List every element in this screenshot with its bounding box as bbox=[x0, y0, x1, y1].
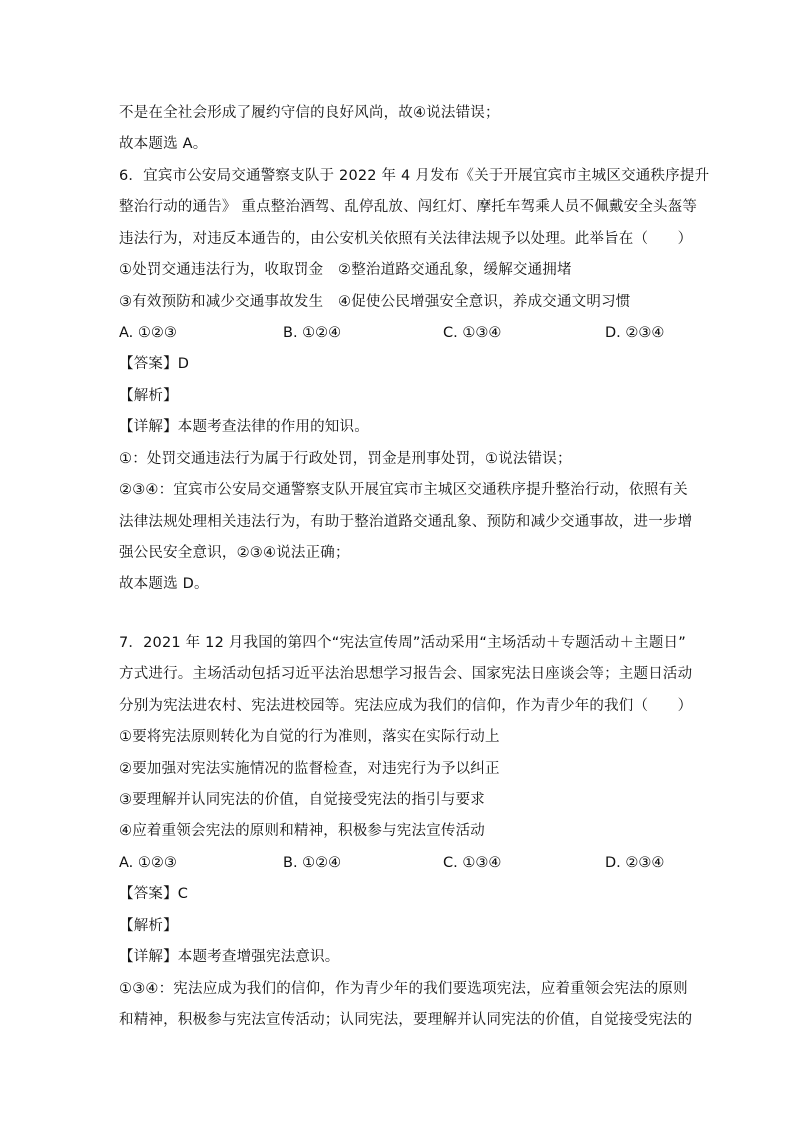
q6-detail-line-6: 故本题选 D。 bbox=[119, 576, 209, 592]
prev-analysis-line: 不是在全社会形成了履约守信的良好风尚，故④说法错误； bbox=[119, 105, 500, 121]
q6-option-c: C. ①③④ bbox=[443, 325, 502, 341]
q7-statement-line-3: ③要理解并认同宪法的价值，自觉接受宪法的指引与要求 bbox=[119, 792, 485, 808]
q6-answer: 【答案】D bbox=[119, 356, 190, 372]
q6-statement-line-1: ①处罚交通违法行为，收取罚金 ②整治道路交通乱象，缓解交通拥堵 bbox=[119, 262, 572, 278]
q6-option-d: D. ②③④ bbox=[605, 325, 665, 341]
q6-stem-line-3: 违法行为，对违反本通告的，由公安机关依照有关法律法规予以处理。此举旨在（ ） bbox=[119, 231, 693, 247]
q6-stem-line-1: 6．宜宾市公安局交通警察支队于 2022 年 4 月发布《关于开展宜宾市主城区交通秩序提升 bbox=[119, 168, 710, 184]
q6-stem-line-2: 整治行动的通告》 重点整治酒驾、乱停乱放、闯红灯、摩托车驾乘人员不佩戴安全头盔等 bbox=[119, 199, 698, 215]
q7-option-b: B. ①②④ bbox=[283, 855, 342, 871]
q7-statement-line-4: ④应着重领会宪法的原则和精神，积极参与宪法宣传活动 bbox=[119, 823, 485, 839]
q6-detail-line-5: 强公民安全意识，②③④说法正确； bbox=[119, 545, 350, 561]
prev-answer-summary: 故本题选 A。 bbox=[119, 136, 208, 152]
q7-statement-line-1: ①要将宪法原则转化为自觉的行为准则，落实在实际行动上 bbox=[119, 729, 500, 745]
q6-analysis-label: 【解析】 bbox=[119, 388, 178, 404]
q7-detail-line-2: ①③④：宪法应成为我们的信仰，作为青少年的我们要选项宪法，应着重领会宪法的原则 bbox=[119, 981, 688, 997]
q7-detail-line-3: 和精神，积极参与宪法宣传活动；认同宪法，要理解并认同宪法的价值，自觉接受宪法的 bbox=[119, 1012, 693, 1028]
q7-stem-line-2: 方式进行。主场活动包括习近平法治思想学习报告会、国家宪法日座谈会等；主题日活动 bbox=[119, 666, 693, 682]
q7-answer: 【答案】C bbox=[119, 886, 189, 902]
q7-option-c: C. ①③④ bbox=[443, 855, 502, 871]
q7-stem-line-1: 7．2021 年 12 月我国的第四个“宪法宣传周”活动采用“主场活动＋专题活动＋主题日” bbox=[119, 635, 686, 651]
q7-statement-line-2: ②要加强对宪法实施情况的监督检查，对违宪行为予以纠正 bbox=[119, 761, 500, 777]
q6-detail-line-4: 法律法规处理相关违法行为，有助于整治道路交通乱象、预防和减少交通事故，进一步增 bbox=[119, 514, 693, 530]
q6-detail-line-2: ①：处罚交通违法行为属于行政处罚，罚金是刑事处罚，①说法错误； bbox=[119, 451, 572, 467]
q6-option-a: A. ①②③ bbox=[119, 325, 177, 341]
q6-detail-line-1: 【详解】本题考查法律的作用的知识。 bbox=[119, 419, 369, 435]
q6-option-b: B. ①②④ bbox=[283, 325, 342, 341]
q7-option-d: D. ②③④ bbox=[605, 855, 665, 871]
q6-detail-line-3: ②③④：宜宾市公安局交通警察支队开展宜宾市主城区交通秩序提升整治行动，依照有关 bbox=[119, 482, 688, 498]
q7-analysis-label: 【解析】 bbox=[119, 918, 178, 934]
q7-option-a: A. ①②③ bbox=[119, 855, 177, 871]
q7-stem-line-3: 分别为宪法进农村、宪法进校园等。宪法应成为我们的信仰，作为青少年的我们（ ） bbox=[119, 698, 693, 714]
q7-detail-line-1: 【详解】本题考查增强宪法意识。 bbox=[119, 949, 340, 965]
q6-statement-line-2: ③有效预防和减少交通事故发生 ④促使公民增强安全意识，养成交通文明习惯 bbox=[119, 294, 631, 310]
